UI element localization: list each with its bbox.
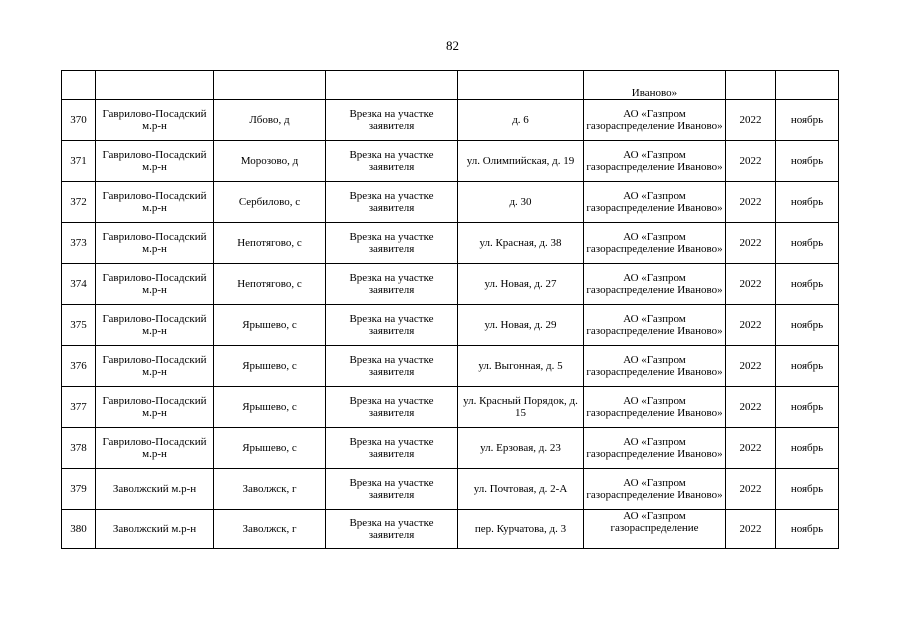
cell-district: Заволжский м.р-н	[96, 510, 214, 549]
cell-connection-type: Врезка на участке заявителя	[326, 469, 458, 510]
cell-year: 2022	[726, 428, 776, 469]
table-row	[62, 387, 839, 428]
cell-month	[776, 71, 839, 100]
cell-address: ул. Выгонная, д. 5	[458, 346, 584, 387]
cell-address: ул. Ерзовая, д. 23	[458, 428, 584, 469]
cell-settlement: Заволжск, г	[214, 469, 326, 510]
cell-address: ул. Красный Порядок, д. 15	[458, 387, 584, 428]
cell-month: ноябрь	[776, 346, 839, 387]
cell-organization: АО «Газпром газораспределение Иваново»	[584, 100, 726, 141]
cell-number: 374	[62, 264, 96, 305]
table-row	[62, 510, 839, 549]
page-number: 82	[446, 38, 459, 53]
cell-district: Гаврилово-Посадский м.р-н	[96, 182, 214, 223]
gas-connection-table	[61, 70, 839, 549]
table-row	[62, 305, 839, 346]
cell-organization: АО «Газпром газораспределение Иваново»	[584, 469, 726, 510]
cell-district: Гаврилово-Посадский м.р-н	[96, 387, 214, 428]
cell-organization: АО «Газпром газораспределение Иваново»	[584, 428, 726, 469]
cell-month: ноябрь	[776, 182, 839, 223]
cell-connection-type	[326, 71, 458, 100]
cell-district: Гаврилово-Посадский м.р-н	[96, 100, 214, 141]
cell-connection-type: Врезка на участке заявителя	[326, 182, 458, 223]
cell-district: Гаврилово-Посадский м.р-н	[96, 141, 214, 182]
cell-month: ноябрь	[776, 428, 839, 469]
cell-connection-type: Врезка на участке заявителя	[326, 346, 458, 387]
cell-settlement: Лбово, д	[214, 100, 326, 141]
cell-connection-type: Врезка на участке заявителя	[326, 387, 458, 428]
cell-number: 379	[62, 469, 96, 510]
cell-settlement: Ярышево, с	[214, 428, 326, 469]
cell-district: Гаврилово-Посадский м.р-н	[96, 346, 214, 387]
cell-address: д. 30	[458, 182, 584, 223]
cell-settlement: Заволжск, г	[214, 510, 326, 549]
cell-organization: АО «Газпром газораспределение Иваново»	[584, 182, 726, 223]
cell-number: 380	[62, 510, 96, 549]
cell-connection-type: Врезка на участке заявителя	[326, 264, 458, 305]
cell-address: ул. Красная, д. 38	[458, 223, 584, 264]
cell-number	[62, 71, 96, 100]
cell-year: 2022	[726, 346, 776, 387]
cell-year: 2022	[726, 182, 776, 223]
cell-address: пер. Курчатова, д. 3	[458, 510, 584, 549]
cell-month: ноябрь	[776, 100, 839, 141]
cell-settlement: Непотягово, с	[214, 223, 326, 264]
cell-address	[458, 71, 584, 100]
cell-district: Гаврилово-Посадский м.р-н	[96, 223, 214, 264]
table-body	[62, 71, 839, 549]
cell-year: 2022	[726, 305, 776, 346]
cell-address: ул. Новая, д. 29	[458, 305, 584, 346]
cell-number: 371	[62, 141, 96, 182]
cell-month: ноябрь	[776, 305, 839, 346]
cell-month: ноябрь	[776, 387, 839, 428]
cell-year: 2022	[726, 223, 776, 264]
table-row	[62, 100, 839, 141]
cell-number: 373	[62, 223, 96, 264]
cell-organization: АО «Газпром газораспределение Иваново»	[584, 387, 726, 428]
cell-address: д. 6	[458, 100, 584, 141]
table-row	[62, 182, 839, 223]
cell-organization: АО «Газпром газораспределение Иваново»	[584, 264, 726, 305]
cell-year: 2022	[726, 264, 776, 305]
cell-address: ул. Олимпийская, д. 19	[458, 141, 584, 182]
cell-district: Гаврилово-Посадский м.р-н	[96, 305, 214, 346]
cell-year: 2022	[726, 100, 776, 141]
table-row	[62, 469, 839, 510]
cell-district: Заволжский м.р-н	[96, 469, 214, 510]
cell-organization: АО «Газпром газораспределение	[584, 510, 726, 549]
cell-settlement: Ярышево, с	[214, 387, 326, 428]
cell-month: ноябрь	[776, 141, 839, 182]
cell-connection-type: Врезка на участке заявителя	[326, 141, 458, 182]
table-row	[62, 346, 839, 387]
cell-number: 378	[62, 428, 96, 469]
cell-year: 2022	[726, 469, 776, 510]
cell-year	[726, 71, 776, 100]
cell-settlement: Ярышево, с	[214, 305, 326, 346]
cell-month: ноябрь	[776, 469, 839, 510]
cell-year: 2022	[726, 387, 776, 428]
cell-year: 2022	[726, 141, 776, 182]
cell-month: ноябрь	[776, 264, 839, 305]
cell-connection-type: Врезка на участке заявителя	[326, 305, 458, 346]
cell-number: 377	[62, 387, 96, 428]
cell-settlement: Сербилово, с	[214, 182, 326, 223]
cell-number: 372	[62, 182, 96, 223]
cell-settlement: Ярышево, с	[214, 346, 326, 387]
table-row-continuation	[62, 71, 839, 100]
cell-address: ул. Почтовая, д. 2-А	[458, 469, 584, 510]
cell-connection-type: Врезка на участке заявителя	[326, 100, 458, 141]
cell-settlement: Морозово, д	[214, 141, 326, 182]
cell-district: Гаврилово-Посадский м.р-н	[96, 428, 214, 469]
table-row	[62, 223, 839, 264]
cell-settlement: Непотягово, с	[214, 264, 326, 305]
cell-month: ноябрь	[776, 510, 839, 549]
cell-organization: АО «Газпром газораспределение Иваново»	[584, 141, 726, 182]
table-row	[62, 264, 839, 305]
cell-organization: АО «Газпром газораспределение Иваново»	[584, 346, 726, 387]
cell-number: 375	[62, 305, 96, 346]
cell-number: 376	[62, 346, 96, 387]
cell-district	[96, 71, 214, 100]
table-row	[62, 428, 839, 469]
cell-connection-type: Врезка на участке заявителя	[326, 223, 458, 264]
cell-number: 370	[62, 100, 96, 141]
cell-connection-type: Врезка на участке заявителя	[326, 510, 458, 549]
cell-organization: Иваново»	[584, 71, 726, 100]
cell-district: Гаврилово-Посадский м.р-н	[96, 264, 214, 305]
cell-address: ул. Новая, д. 27	[458, 264, 584, 305]
table-row	[62, 141, 839, 182]
cell-settlement	[214, 71, 326, 100]
cell-connection-type: Врезка на участке заявителя	[326, 428, 458, 469]
cell-organization: АО «Газпром газораспределение Иваново»	[584, 305, 726, 346]
cell-year: 2022	[726, 510, 776, 549]
cell-month: ноябрь	[776, 223, 839, 264]
cell-organization: АО «Газпром газораспределение Иваново»	[584, 223, 726, 264]
